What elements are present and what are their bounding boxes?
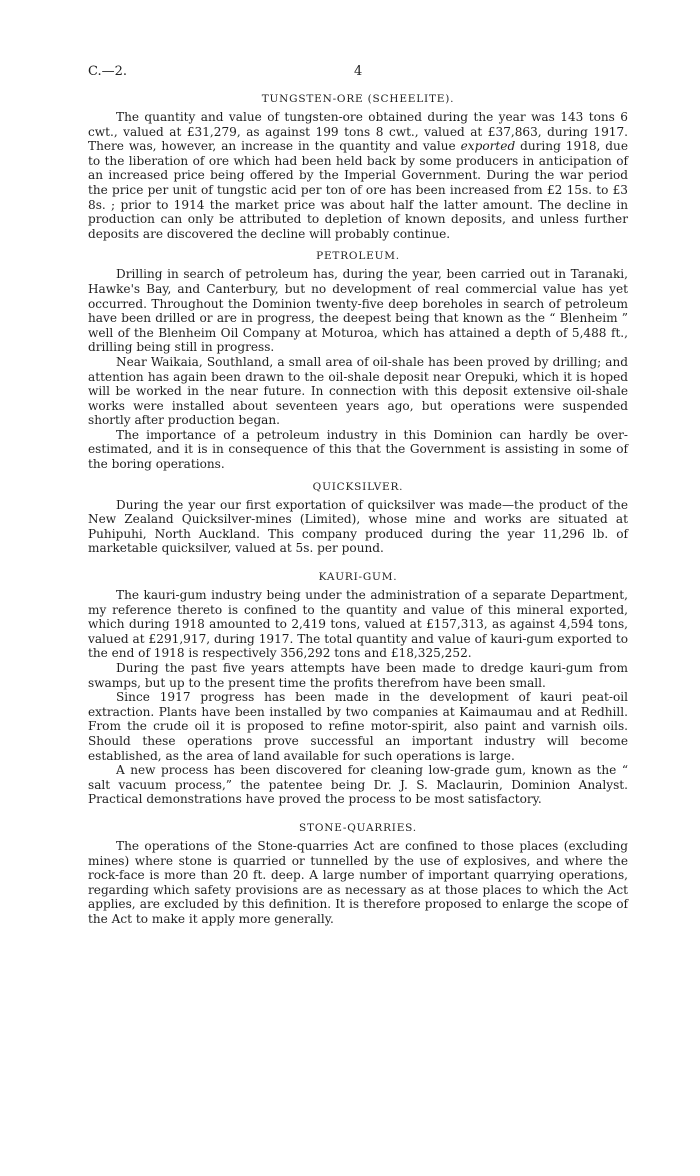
section-quicksilver [88,480,628,556]
section-title: STONE-QUARRIES. [299,821,417,834]
section-title: TUNGSTEN-ORE (SCHEELITE). [261,93,455,105]
paragraph: Since 1917 progress has been made in the development of kauri peat-oil extraction. Plants have been installed by two companies at Kaimaumau and at Redhill. From the crude oil it is proposed to refine motor-spirit, also paint and varnish oils. Should these operations prove successful an important industry will become established, as the area of land available for such operations is large. [88,690,628,763]
paragraph: The importance of a petroleum industry in this Dominion can hardly be over-estimated, and it is in consequence of this that the Government is assisting in some of the boring operations. [88,427,628,472]
paragraph: The quantity and value of tungsten-ore obtained during the year was 143 tons 6 cwt., valued at £31,279, as against 199 tons 8 cwt., valued at £37,863, during 1917. There was, however, an increase in the quantity and value exported during 1918, due to the liberation of ore which had been held back by some producers in anticipation of an increased price being offered by the Imperial Government. During the war period the price per unit of tungstic acid per ton of ore has been increased from £2 15s. to £3 8s. ; prior to 1914 the market price was about half the latter amount. The decline in production can only be attributed to depletion of known deposits, and unless further deposits are discovered the decline will probably continue. [88,110,628,241]
section-title: KAURI-GUM. [318,571,398,584]
section-title: PETROLEUM. [316,250,400,263]
paragraph: The operations of the Stone-quarries Act are confined to those places (excluding mines) where stone is quarried or tunnelled by the use of explosives, and where the rock-face is more than 20 ft. deep. A large number of important quarrying operations, regarding which safety provisions are as necessary as at those places to which the Act applies, are excluded by this definition. It is therefore proposed to enlarge the scope of the Act to make it apply more generally. [88,838,628,926]
page-number: 4 [354,64,363,79]
page-header [88,64,660,82]
paragraph: During the past five years attempts have been made to dredge kauri-gum from swamps, but up to the present time the profits therefrom have been small. [88,661,628,690]
paragraph: Near Waikaia, Southland, a small area of oil-shale has been proved by drilling; and attention has again been drawn to the oil-shale deposit near Orepuki, which it is hoped will be worked in the near future. In connection with this deposit extensive oil-shale works were installed about seventeen years ago, but operations were suspended shortly after production began. [88,354,628,428]
section-petroleum [88,249,628,471]
section-tungsten-ore [88,92,628,241]
section-title: QUICKSILVER. [312,480,404,493]
paragraph: During the year our first exportation of quicksilver was made—the product of the New Zealand Quicksilver-mines (Limited), whose mine and works are situated at Puhipuhi, North Auckland. This company produced during the year 11,296 lb. of marketable quicksilver, valued at 5s. per pound. [88,497,628,556]
paragraph: The kauri-gum industry being under the administration of a separate Department, my reference thereto is confined to the quantity and value of this mineral exported, which during 1918 amounted to 2,419 tons, valued at £157,313, as against 4,594 tons, valued at £291,917, during 1917. The total quantity and value of kauri-gum exported to the end of 1918 is respectively 356,292 tons and £18,325,252. [88,588,628,661]
paragraph: Drilling in search of petroleum has, during the year, been carried out in Taranaki, Hawke's Bay, and Canterbury, but no development of real commercial value has yet occurred. Throughout the Dominion twenty-five deep boreholes in search of petroleum have been drilled or are in progress, the deepest being that known as the “ Blenheim ” well of the Blenheim Oil Company at Moturoa, which has attained a depth of 5,488 ft., drilling being still in progress. [88,267,628,355]
document-reference: C.—2. [88,64,128,79]
paragraph: A new process has been discovered for cleaning low-grade gum, known as the “ salt vacuum process,” the patentee being Dr. J. S. Maclaurin, Dominion Analyst. Practical demonstrations have proved the process to be most satisfactory. [88,763,628,807]
section-kauri-gum [88,570,628,807]
document-body [88,92,628,935]
section-stone-quarries [88,821,628,927]
